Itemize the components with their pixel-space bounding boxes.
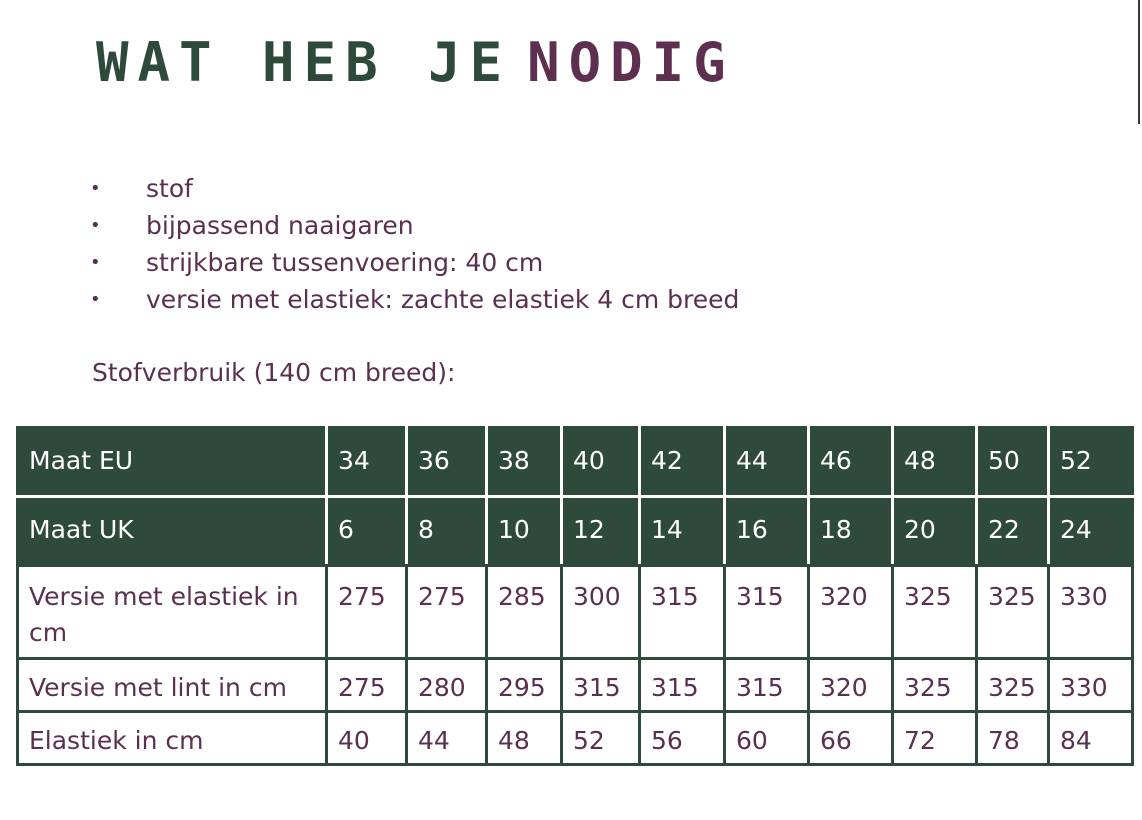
table-cell: 12 (562, 497, 640, 566)
table-cell: 40 (327, 712, 407, 765)
table-cell: 18 (809, 497, 893, 566)
table-cell: 50 (977, 428, 1049, 497)
table-cell: 24 (1049, 497, 1133, 566)
table-cell: 10 (487, 497, 562, 566)
bullet-icon: • (90, 215, 101, 236)
table-cell: 325 (893, 566, 977, 659)
table-cell: 42 (640, 428, 725, 497)
table-row-elastiek (18, 712, 1133, 765)
table-cell: 56 (640, 712, 725, 765)
table-cell: 36 (407, 428, 487, 497)
page-title (96, 28, 735, 98)
title-part-2: NODIG (527, 31, 735, 94)
table-cell: 48 (893, 428, 977, 497)
table-cell: 315 (640, 659, 725, 712)
table-cell: 38 (487, 428, 562, 497)
table-cell: 280 (407, 659, 487, 712)
table-cell: 66 (809, 712, 893, 765)
table-cell: 72 (893, 712, 977, 765)
table-cell: 52 (562, 712, 640, 765)
table-cell: 300 (562, 566, 640, 659)
table-cell: 6 (327, 497, 407, 566)
table-cell: 22 (977, 497, 1049, 566)
list-item-text: bijpassend naaigaren (146, 211, 414, 240)
table-cell: 275 (327, 659, 407, 712)
row-label: Maat EU (18, 428, 327, 497)
title-part-1: WAT HEB JE (96, 31, 512, 94)
table-cell: 46 (809, 428, 893, 497)
table-cell: 60 (725, 712, 809, 765)
table-cell: 330 (1049, 659, 1133, 712)
table-cell: 315 (640, 566, 725, 659)
list-item-text: stof (146, 174, 193, 203)
table-cell: 16 (725, 497, 809, 566)
table-cell: 14 (640, 497, 725, 566)
table-cell: 315 (562, 659, 640, 712)
table-row-maat-uk (18, 497, 1133, 566)
list-item-text: versie met elastiek: zachte elastiek 4 cm breed (146, 285, 740, 314)
table-cell: 48 (487, 712, 562, 765)
row-label: Versie met elastiek in cm (18, 566, 327, 659)
table-cell: 315 (725, 566, 809, 659)
table-cell: 40 (562, 428, 640, 497)
row-label: Elastiek in cm (18, 712, 327, 765)
bullet-icon: • (90, 252, 101, 273)
size-table (16, 426, 1134, 766)
table-row-versie-lint (18, 659, 1133, 712)
table-cell: 275 (407, 566, 487, 659)
table-cell: 325 (977, 659, 1049, 712)
table-cell: 325 (977, 566, 1049, 659)
bullet-icon: • (90, 289, 101, 310)
table-cell: 320 (809, 566, 893, 659)
table-cell: 330 (1049, 566, 1133, 659)
table-cell: 44 (407, 712, 487, 765)
table-cell: 44 (725, 428, 809, 497)
list-item-text: strijkbare tussenvoering: 40 cm (146, 248, 544, 277)
table-cell: 52 (1049, 428, 1133, 497)
row-label: Versie met lint in cm (18, 659, 327, 712)
bullet-icon: • (90, 178, 101, 199)
table-cell: 78 (977, 712, 1049, 765)
table-cell: 8 (407, 497, 487, 566)
right-edge-line (1138, 0, 1140, 124)
table-cell: 320 (809, 659, 893, 712)
table-cell: 325 (893, 659, 977, 712)
table-cell: 84 (1049, 712, 1133, 765)
table-cell: 285 (487, 566, 562, 659)
table-cell: 34 (327, 428, 407, 497)
row-label: Maat UK (18, 497, 327, 566)
table-row-maat-eu (18, 428, 1133, 497)
fabric-usage-label: Stofverbruik (140 cm breed): (92, 358, 456, 387)
table-cell: 315 (725, 659, 809, 712)
table-cell: 275 (327, 566, 407, 659)
table-row-versie-elastiek (18, 566, 1133, 659)
table-cell: 20 (893, 497, 977, 566)
table-cell: 295 (487, 659, 562, 712)
